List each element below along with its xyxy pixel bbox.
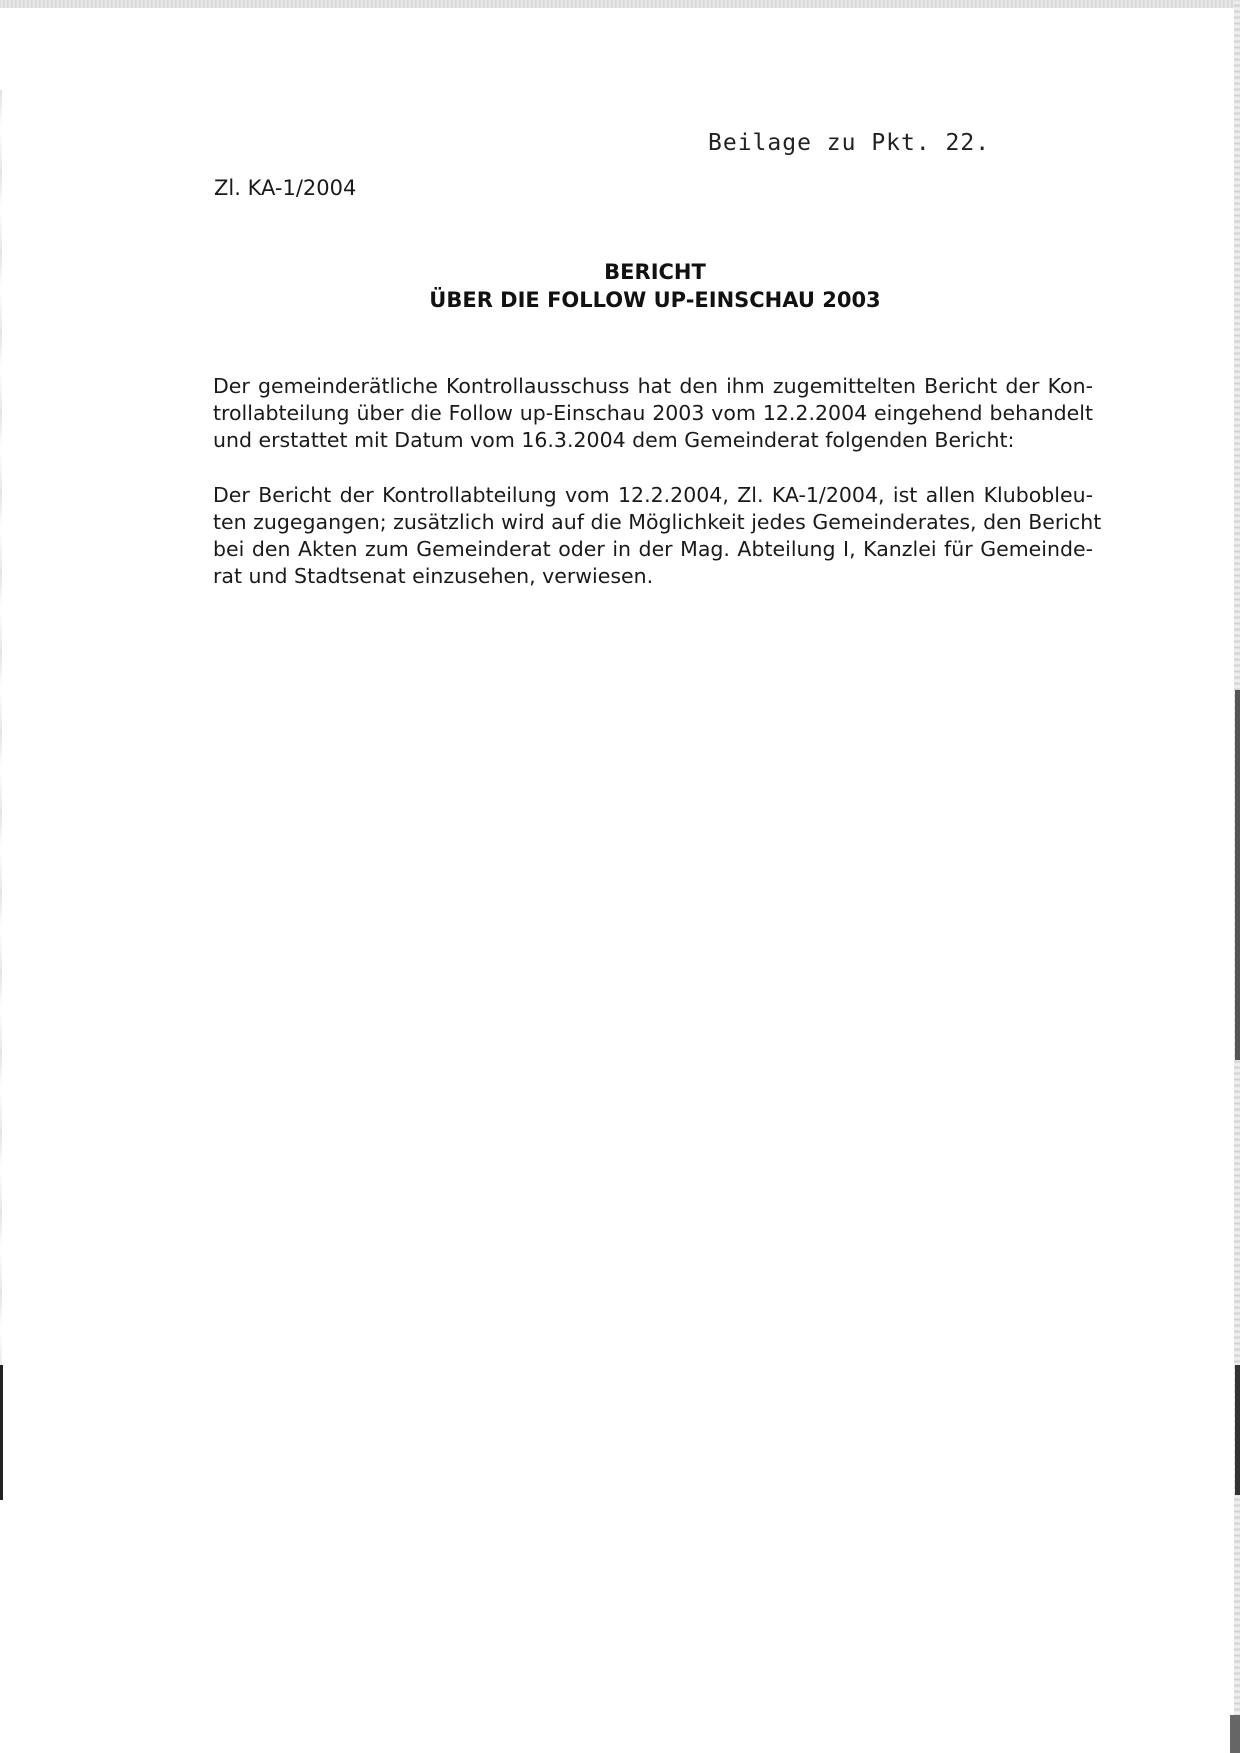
paragraph-line: Der gemeinderätliche Kontrollausschuss hat den ihm zugemittelten Bericht der Kon-: [213, 374, 1093, 398]
paragraph-line: Der Bericht der Kontrollabteilung vom 12.2.2004, Zl. KA-1/2004, ist allen Klubobleu-: [213, 483, 1093, 507]
paragraph-line: trollabteilung über die Follow up-Einschau 2003 vom 12.2.2004 eingehend behandelt: [213, 401, 1093, 425]
scan-mark-left: [0, 1365, 3, 1500]
paragraph-line: rat und Stadtsenat einzusehen, verwiesen.: [213, 564, 654, 588]
body-paragraph-1: [213, 373, 1093, 454]
scan-mark-bottom-right: [1230, 1715, 1240, 1753]
paragraph-line: ten zugegangen; zusätzlich wird auf die Möglichkeit jedes Gemeinderates, den Bericht: [213, 510, 1102, 534]
paragraph-line: bei den Akten zum Gemeinderat oder in der Mag. Abteilung I, Kanzlei für Gemeinde-: [213, 537, 1093, 561]
scan-mark-right-upper: [1235, 690, 1240, 1060]
scan-mark-right-lower: [1235, 1365, 1240, 1495]
report-title: [214, 258, 1096, 314]
paragraph-line: und erstattet mit Datum vom 16.3.2004 dem Gemeinderat folgenden Bericht:: [213, 428, 1015, 452]
title-line-2: ÜBER DIE FOLLOW UP-EINSCHAU 2003: [429, 288, 881, 312]
scan-edge-top: [0, 0, 1240, 8]
attachment-note: Beilage zu Pkt. 22.: [708, 130, 991, 156]
reference-number: Zl. KA-1/2004: [214, 176, 357, 200]
title-line-1: BERICHT: [604, 260, 706, 284]
scan-edge-left: [0, 90, 2, 1390]
body-paragraph-2: [213, 482, 1102, 590]
